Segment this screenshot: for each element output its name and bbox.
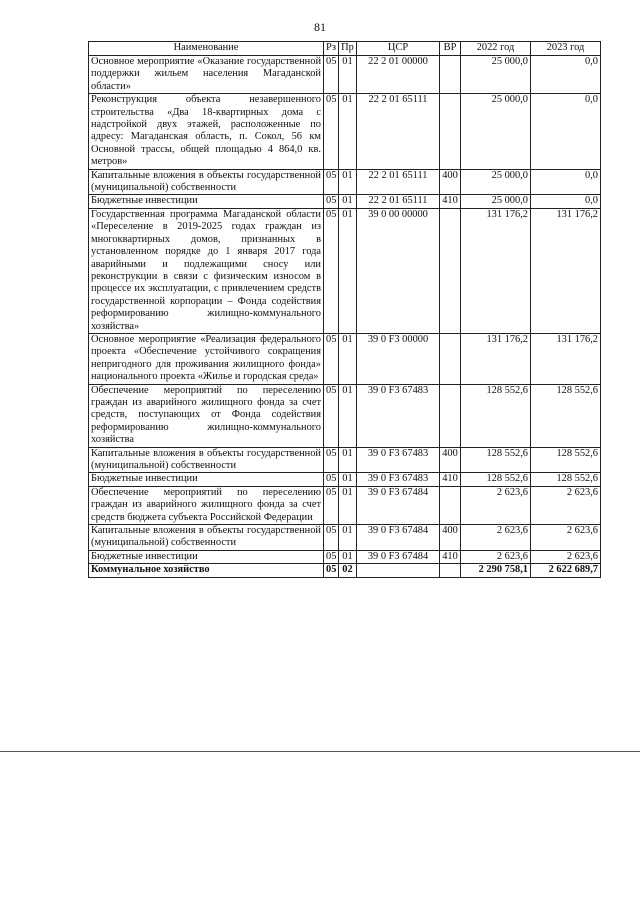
row-vr: [440, 564, 461, 577]
header-2023: 2023 год: [531, 42, 601, 56]
row-rz: 05: [324, 208, 339, 333]
header-vr: ВР: [440, 42, 461, 56]
row-amount-2023: 131 176,2: [531, 333, 601, 384]
row-amount-2023: 2 623,6: [531, 486, 601, 524]
row-csr: [357, 564, 440, 577]
row-vr: 400: [440, 447, 461, 473]
row-vr: 400: [440, 525, 461, 551]
row-amount-2022: 2 623,6: [461, 486, 531, 524]
header-name: Наименование: [89, 42, 324, 56]
row-rz: 05: [324, 550, 339, 563]
table-row: [89, 56, 601, 94]
row-rz: 05: [324, 94, 339, 169]
table-row: [89, 550, 601, 563]
row-name: Основное мероприятие «Реализация федерального проекта «Обеспечение устойчивого сокращения непригодного для проживания жилищного фонда» национального проекта «Жилье и городская среда»: [89, 333, 324, 384]
row-csr: 39 0 F3 67483: [357, 473, 440, 486]
row-vr: 410: [440, 473, 461, 486]
header-csr: ЦСР: [357, 42, 440, 56]
row-rz: 05: [324, 525, 339, 551]
page-number: 81: [314, 20, 326, 34]
row-rz: 05: [324, 56, 339, 94]
row-csr: 22 2 01 65111: [357, 169, 440, 195]
row-pr: 01: [339, 195, 357, 208]
row-amount-2023: 2 623,6: [531, 550, 601, 563]
row-amount-2022: 131 176,2: [461, 208, 531, 333]
table-body: [89, 56, 601, 578]
row-name: Коммунальное хозяйство: [89, 564, 324, 577]
row-rz: 05: [324, 169, 339, 195]
row-pr: 01: [339, 208, 357, 333]
table-header-row: [89, 42, 601, 56]
table-row: [89, 333, 601, 384]
row-amount-2023: 128 552,6: [531, 473, 601, 486]
row-name: Обеспечение мероприятий по переселению граждан из аварийного жилищного фонда за счет средств бюджета субъекта Российской Федерации: [89, 486, 324, 524]
budget-table: [88, 41, 601, 578]
row-amount-2022: 131 176,2: [461, 333, 531, 384]
row-amount-2023: 131 176,2: [531, 208, 601, 333]
row-amount-2022: 25 000,0: [461, 56, 531, 94]
row-csr: 22 2 01 00000: [357, 56, 440, 94]
row-amount-2022: 25 000,0: [461, 94, 531, 169]
row-name: Капитальные вложения в объекты государственной (муниципальной) собственности: [89, 169, 324, 195]
row-name: Обеспечение мероприятий по переселению граждан из аварийного жилищного фонда за счет средств, поступающих от Фонда содействия реформированию жилищно-коммунального хозяйства: [89, 384, 324, 447]
table-row: [89, 447, 601, 473]
table-row: [89, 94, 601, 169]
row-pr: 01: [339, 486, 357, 524]
footer-divider: [0, 751, 640, 752]
row-csr: 39 0 F3 67484: [357, 525, 440, 551]
row-amount-2023: 2 622 689,7: [531, 564, 601, 577]
row-amount-2023: 128 552,6: [531, 384, 601, 447]
header-pr: Пр: [339, 42, 357, 56]
row-csr: 22 2 01 65111: [357, 195, 440, 208]
row-pr: 01: [339, 550, 357, 563]
row-amount-2022: 2 290 758,1: [461, 564, 531, 577]
row-pr: 01: [339, 56, 357, 94]
row-vr: 410: [440, 550, 461, 563]
row-pr: 01: [339, 473, 357, 486]
row-pr: 01: [339, 333, 357, 384]
table-row: [89, 486, 601, 524]
row-vr: [440, 208, 461, 333]
row-name: Бюджетные инвестиции: [89, 195, 324, 208]
row-rz: 05: [324, 564, 339, 577]
header-2022: 2022 год: [461, 42, 531, 56]
row-pr: 01: [339, 169, 357, 195]
row-vr: [440, 486, 461, 524]
table-row: [89, 564, 601, 577]
row-csr: 39 0 F3 67484: [357, 486, 440, 524]
table-row: [89, 384, 601, 447]
row-amount-2022: 128 552,6: [461, 447, 531, 473]
row-amount-2023: 0,0: [531, 169, 601, 195]
row-pr: 01: [339, 384, 357, 447]
row-rz: 05: [324, 473, 339, 486]
row-amount-2023: 0,0: [531, 195, 601, 208]
row-amount-2022: 2 623,6: [461, 550, 531, 563]
row-name: Реконструкция объекта незавершенного строительства «Два 18-квартирных дома с надстройкой двух этажей, расположенные по адресу: Магаданская область, п. Сокол, 56 км Основной трассы, общей площадью 4 864,0 кв. метров»: [89, 94, 324, 169]
row-vr: 410: [440, 195, 461, 208]
row-amount-2022: 128 552,6: [461, 384, 531, 447]
row-csr: 39 0 F3 67484: [357, 550, 440, 563]
row-vr: [440, 384, 461, 447]
row-amount-2022: 25 000,0: [461, 195, 531, 208]
table-row: [89, 525, 601, 551]
row-name: Капитальные вложения в объекты государственной (муниципальной) собственности: [89, 525, 324, 551]
table-row: [89, 208, 601, 333]
table-row: [89, 473, 601, 486]
row-csr: 39 0 F3 67483: [357, 384, 440, 447]
row-csr: 39 0 F3 00000: [357, 333, 440, 384]
row-name: Государственная программа Магаданской области «Переселение в 2019-2025 годах граждан из многоквартирных домов, признанных в установленном порядке до 1 января 2017 года аварийными и подлежащими сносу или реконструкции в связи с физическим износом в процессе их эксплуатации, с привлечением средств государственной корпорации – Фонда содействия реформированию жилищно-коммунального хозяйства»: [89, 208, 324, 333]
row-pr: 01: [339, 447, 357, 473]
row-rz: 05: [324, 486, 339, 524]
table-row: [89, 195, 601, 208]
row-amount-2023: 0,0: [531, 56, 601, 94]
row-vr: [440, 94, 461, 169]
row-amount-2022: 128 552,6: [461, 473, 531, 486]
row-rz: 05: [324, 333, 339, 384]
row-rz: 05: [324, 447, 339, 473]
row-amount-2022: 2 623,6: [461, 525, 531, 551]
row-csr: 22 2 01 65111: [357, 94, 440, 169]
table-row: [89, 169, 601, 195]
row-name: Бюджетные инвестиции: [89, 550, 324, 563]
row-pr: 01: [339, 525, 357, 551]
row-rz: 05: [324, 384, 339, 447]
row-amount-2022: 25 000,0: [461, 169, 531, 195]
row-name: Бюджетные инвестиции: [89, 473, 324, 486]
row-vr: [440, 56, 461, 94]
row-amount-2023: 2 623,6: [531, 525, 601, 551]
row-amount-2023: 0,0: [531, 94, 601, 169]
row-name: Капитальные вложения в объекты государственной (муниципальной) собственности: [89, 447, 324, 473]
row-rz: 05: [324, 195, 339, 208]
row-pr: 01: [339, 94, 357, 169]
row-csr: 39 0 00 00000: [357, 208, 440, 333]
row-amount-2023: 128 552,6: [531, 447, 601, 473]
row-name: Основное мероприятие «Оказание государственной поддержки жильем населения Магаданской области»: [89, 56, 324, 94]
row-pr: 02: [339, 564, 357, 577]
row-csr: 39 0 F3 67483: [357, 447, 440, 473]
row-vr: [440, 333, 461, 384]
header-rz: Рз: [324, 42, 339, 56]
row-vr: 400: [440, 169, 461, 195]
